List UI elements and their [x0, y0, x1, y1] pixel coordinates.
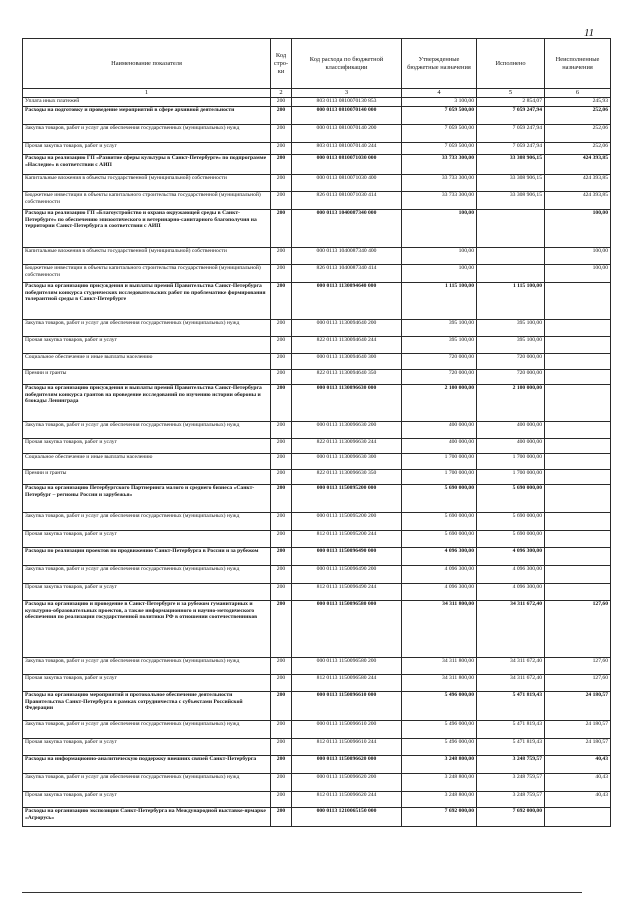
- row-name: Премии и гранты: [23, 470, 271, 485]
- row-budget-code: 812 0113 1150096610 244: [292, 739, 402, 756]
- row-executed: 33 308 906,15: [477, 192, 545, 210]
- row-line-code: 200: [271, 337, 292, 354]
- row-approved: 5 690 000,00: [402, 531, 477, 548]
- header-executed: Исполнено: [477, 39, 545, 89]
- row-remaining: [545, 584, 611, 601]
- row-budget-code: 000 0113 1150096610 000: [292, 692, 402, 721]
- row-remaining: [545, 422, 611, 439]
- row-name: Закупка товаров, работ и услуг для обеспечения государственных (муниципальных) нужд: [23, 422, 271, 439]
- row-name: Прочая закупка товаров, работ и услуг: [23, 675, 271, 692]
- table-row: [23, 385, 611, 422]
- row-executed: [477, 265, 545, 283]
- row-line-code: 200: [271, 354, 292, 370]
- row-executed: 34 311 672,40: [477, 675, 545, 692]
- row-name: Расходы на организацию присуждения и выплаты премий Правительства Санкт-Петербурга победителям конкурса студенческих исследовательских работ по проблематике формирования толерантной среды в Санкт-Петербурге: [23, 283, 271, 320]
- row-line-code: 200: [271, 601, 292, 658]
- row-executed: [477, 248, 545, 265]
- row-approved: 100,00: [402, 248, 477, 265]
- row-remaining: 127,60: [545, 658, 611, 675]
- row-budget-code: 000 0113 1150096620 200: [292, 774, 402, 792]
- row-name: Закупка товаров, работ и услуг для обеспечения государственных (муниципальных) нужд: [23, 320, 271, 337]
- row-approved: 5 496 000,00: [402, 721, 477, 739]
- table-row: [23, 210, 611, 248]
- row-approved: 4 096 300,00: [402, 548, 477, 566]
- row-budget-code: 000 0113 1130094640 300: [292, 354, 402, 370]
- row-executed: 5 471 819,43: [477, 739, 545, 756]
- row-approved: 3 100,00: [402, 98, 477, 107]
- row-executed: [477, 210, 545, 248]
- table-row: [23, 175, 611, 192]
- row-line-code: 200: [271, 248, 292, 265]
- row-budget-code: 822 0113 1130096630 350: [292, 470, 402, 485]
- row-name: Прочая закупка товаров, работ и услуг: [23, 792, 271, 808]
- row-line-code: 200: [271, 107, 292, 125]
- row-remaining: 100,00: [545, 265, 611, 283]
- table-row: [23, 513, 611, 531]
- row-budget-code: 822 0113 1130094640 350: [292, 370, 402, 385]
- row-budget-code: 822 0113 1130096630 244: [292, 439, 402, 454]
- row-remaining: 252,06: [545, 125, 611, 143]
- table-row: [23, 283, 611, 320]
- row-budget-code: 000 0113 1130094640 200: [292, 320, 402, 337]
- row-budget-code: 000 0113 1130096630 300: [292, 454, 402, 470]
- row-approved: 395 100,00: [402, 337, 477, 354]
- row-line-code: 200: [271, 692, 292, 721]
- page-number: 11: [584, 27, 595, 39]
- row-approved: 7 059 500,00: [402, 107, 477, 125]
- row-approved: 100,00: [402, 210, 477, 248]
- row-remaining: 40,43: [545, 774, 611, 792]
- row-name: Закупка товаров, работ и услуг для обеспечения государственных (муниципальных) нужд: [23, 566, 271, 584]
- row-remaining: [545, 808, 611, 827]
- row-remaining: [545, 566, 611, 584]
- row-remaining: [545, 370, 611, 385]
- row-remaining: [545, 513, 611, 531]
- row-name: Капитальные вложения в объекты государственной (муниципальной) собственности: [23, 248, 271, 265]
- row-executed: 33 308 906,15: [477, 155, 545, 175]
- row-name: Расходы на информационно-аналитическую поддержку внешних связей Санкт-Петербурга: [23, 756, 271, 774]
- row-approved: 5 496 000,00: [402, 692, 477, 721]
- row-line-code: 200: [271, 584, 292, 601]
- table-row: [23, 739, 611, 756]
- row-remaining: [545, 470, 611, 485]
- row-line-code: 200: [271, 792, 292, 808]
- table-row: [23, 756, 611, 774]
- table-row: [23, 470, 611, 485]
- column-number-row: [23, 89, 611, 98]
- row-executed: 720 000,00: [477, 370, 545, 385]
- row-executed: 5 690 000,00: [477, 485, 545, 513]
- row-executed: 2 854,07: [477, 98, 545, 107]
- row-executed: 3 248 759,57: [477, 756, 545, 774]
- header-budget-code: Код расхода по бюджетной классификации: [292, 39, 402, 89]
- row-approved: 33 733 300,00: [402, 192, 477, 210]
- row-name: Расходы на реализацию ГП «Благоустройство и охрана окружающей среды в Санкт-Петербурге» по обеспечению эпизоотического и ветеринарно-санитарного благополучия на территории Санкт-Петербурга в соответствии с АИП: [23, 210, 271, 248]
- table-row: [23, 370, 611, 385]
- row-budget-code: 000 0113 1130094640 000: [292, 283, 402, 320]
- row-executed: 7 059 247,94: [477, 125, 545, 143]
- row-remaining: 40,43: [545, 792, 611, 808]
- row-budget-code: 826 0113 0810071030 414: [292, 192, 402, 210]
- row-approved: 33 733 300,00: [402, 175, 477, 192]
- row-budget-code: 000 0113 1130096630 200: [292, 422, 402, 439]
- table-header-row: [23, 39, 611, 89]
- row-budget-code: 000 0113 1150095200 000: [292, 485, 402, 513]
- row-line-code: 200: [271, 566, 292, 584]
- row-budget-code: 822 0113 1130094640 244: [292, 337, 402, 354]
- table-row: [23, 354, 611, 370]
- row-remaining: [545, 485, 611, 513]
- row-remaining: [545, 337, 611, 354]
- row-name: Закупка товаров, работ и услуг для обеспечения государственных (муниципальных) нужд: [23, 774, 271, 792]
- row-approved: 395 100,00: [402, 320, 477, 337]
- row-budget-code: 000 0113 1150096580 000: [292, 601, 402, 658]
- row-approved: 1 115 100,00: [402, 283, 477, 320]
- column-number: 2: [271, 89, 292, 98]
- table-row: [23, 566, 611, 584]
- column-number: 1: [23, 89, 271, 98]
- row-budget-code: 000 0113 1150096490 200: [292, 566, 402, 584]
- row-budget-code: 000 0113 1150096490 000: [292, 548, 402, 566]
- row-remaining: 127,60: [545, 675, 611, 692]
- row-line-code: 200: [271, 422, 292, 439]
- row-budget-code: 000 0113 1150096580 200: [292, 658, 402, 675]
- column-number: 6: [545, 89, 611, 98]
- row-remaining: 40,43: [545, 756, 611, 774]
- row-line-code: 200: [271, 454, 292, 470]
- row-executed: 3 248 759,57: [477, 792, 545, 808]
- table-row: [23, 721, 611, 739]
- row-budget-code: 000 0113 1130096630 000: [292, 385, 402, 422]
- row-executed: 7 692 000,00: [477, 808, 545, 827]
- row-executed: 5 471 819,43: [477, 721, 545, 739]
- row-remaining: 252,06: [545, 143, 611, 155]
- table-row: [23, 692, 611, 721]
- row-remaining: 24 180,57: [545, 692, 611, 721]
- row-budget-code: 812 0113 1150096580 244: [292, 675, 402, 692]
- row-executed: 1 700 000,00: [477, 454, 545, 470]
- row-budget-code: 803 0113 0810070140 244: [292, 143, 402, 155]
- table-row: [23, 485, 611, 513]
- row-name: Капитальные вложения в объекты государственной (муниципальной) собственности: [23, 175, 271, 192]
- row-remaining: [545, 354, 611, 370]
- row-line-code: 200: [271, 675, 292, 692]
- row-remaining: [545, 548, 611, 566]
- row-executed: 7 059 247,94: [477, 107, 545, 125]
- row-line-code: 200: [271, 98, 292, 107]
- row-name: Закупка товаров, работ и услуг для обеспечения государственных (муниципальных) нужд: [23, 721, 271, 739]
- table-row: [23, 192, 611, 210]
- row-approved: 100,00: [402, 265, 477, 283]
- row-approved: 1 700 000,00: [402, 470, 477, 485]
- row-name: Расходы на реализацию ГП «Развитие сферы культуры в Санкт-Петербурге» по подпрограмме «Наследие» в соответствии с АИП: [23, 155, 271, 175]
- row-approved: 34 311 800,00: [402, 675, 477, 692]
- row-approved: 7 059 500,00: [402, 125, 477, 143]
- row-remaining: 100,00: [545, 248, 611, 265]
- row-approved: 5 690 000,00: [402, 513, 477, 531]
- page-bottom-rule: [22, 892, 582, 893]
- header-name: Наименование показателя: [23, 39, 271, 89]
- table-row: [23, 808, 611, 827]
- row-name: Прочая закупка товаров, работ и услуг: [23, 531, 271, 548]
- row-executed: 1 700 000,00: [477, 470, 545, 485]
- row-line-code: 200: [271, 155, 292, 175]
- row-executed: 400 000,00: [477, 422, 545, 439]
- row-name: Закупка товаров, работ и услуг для обеспечения государственных (муниципальных) нужд: [23, 658, 271, 675]
- row-executed: 34 311 672,40: [477, 601, 545, 658]
- row-remaining: [545, 385, 611, 422]
- row-approved: 7 059 500,00: [402, 143, 477, 155]
- row-budget-code: 803 0113 0810070130 853: [292, 98, 402, 107]
- row-executed: 4 096 300,00: [477, 566, 545, 584]
- row-remaining: 424 393,85: [545, 175, 611, 192]
- row-executed: 5 471 819,43: [477, 692, 545, 721]
- header-line-code: Код стро- ки: [271, 39, 292, 89]
- budget-execution-table: [22, 38, 611, 827]
- row-approved: 34 311 800,00: [402, 658, 477, 675]
- row-approved: 400 000,00: [402, 439, 477, 454]
- table-row: [23, 265, 611, 283]
- table-row: [23, 107, 611, 125]
- row-name: Расходы на организацию экспозиции Санкт-Петербурга на Международной выставке-ярмарке «Агрорусь»: [23, 808, 271, 827]
- row-executed: 400 000,00: [477, 439, 545, 454]
- row-budget-code: 000 0113 1150095200 200: [292, 513, 402, 531]
- table-row: [23, 439, 611, 454]
- row-budget-code: 826 0113 1040087340 414: [292, 265, 402, 283]
- row-executed: 7 059 247,94: [477, 143, 545, 155]
- row-line-code: 200: [271, 320, 292, 337]
- row-executed: 5 690 000,00: [477, 531, 545, 548]
- row-approved: 3 248 800,00: [402, 774, 477, 792]
- row-executed: 2 100 000,00: [477, 385, 545, 422]
- row-name: Бюджетные инвестиции в объекты капитального строительства государственной (муниципальной) собственности: [23, 192, 271, 210]
- row-name: Расходы на организацию Петербургского Партнеринга малого и среднего бизнеса «Санкт-Петербург – регионы России и зарубежья»: [23, 485, 271, 513]
- row-budget-code: 000 0113 1150096620 000: [292, 756, 402, 774]
- row-approved: 720 000,00: [402, 370, 477, 385]
- row-executed: 1 115 100,00: [477, 283, 545, 320]
- row-name: Уплата иных платежей: [23, 98, 271, 107]
- row-budget-code: 000 0113 0810070140 200: [292, 125, 402, 143]
- row-remaining: [545, 439, 611, 454]
- row-line-code: 200: [271, 739, 292, 756]
- column-number: 5: [477, 89, 545, 98]
- row-line-code: 200: [271, 143, 292, 155]
- row-approved: 400 000,00: [402, 422, 477, 439]
- table-row: [23, 98, 611, 107]
- column-number: 3: [292, 89, 402, 98]
- row-approved: 1 700 000,00: [402, 454, 477, 470]
- row-approved: 7 692 000,00: [402, 808, 477, 827]
- row-name: Расходы на организацию присуждения и выплаты премий Правительства Санкт-Петербурга победителям конкурса грантов на проведение исследований по изучению истории обороны и блокады Ленинграда: [23, 385, 271, 422]
- row-line-code: 200: [271, 370, 292, 385]
- row-line-code: 200: [271, 721, 292, 739]
- table-row: [23, 658, 611, 675]
- row-name: Премии и гранты: [23, 370, 271, 385]
- row-name: Социальное обеспечение и иные выплаты населению: [23, 354, 271, 370]
- table-row: [23, 774, 611, 792]
- row-line-code: 200: [271, 385, 292, 422]
- row-line-code: 200: [271, 439, 292, 454]
- row-executed: 395 100,00: [477, 337, 545, 354]
- row-name: Закупка товаров, работ и услуг для обеспечения государственных (муниципальных) нужд: [23, 513, 271, 531]
- row-remaining: 252,06: [545, 107, 611, 125]
- row-executed: 4 096 300,00: [477, 548, 545, 566]
- row-approved: 2 100 000,00: [402, 385, 477, 422]
- row-executed: 720 000,00: [477, 354, 545, 370]
- row-budget-code: 000 0113 0810070140 000: [292, 107, 402, 125]
- row-approved: 34 311 800,00: [402, 601, 477, 658]
- header-approved: Утвержденные бюджетные назначения: [402, 39, 477, 89]
- row-executed: 3 248 759,57: [477, 774, 545, 792]
- row-name: Социальное обеспечение и иные выплаты населению: [23, 454, 271, 470]
- row-budget-code: 812 0113 1150096620 244: [292, 792, 402, 808]
- row-approved: 5 690 000,00: [402, 485, 477, 513]
- row-line-code: 200: [271, 658, 292, 675]
- row-name: Закупка товаров, работ и услуг для обеспечения государственных (муниципальных) нужд: [23, 125, 271, 143]
- row-remaining: 24 180,57: [545, 721, 611, 739]
- table-row: [23, 337, 611, 354]
- row-approved: 720 000,00: [402, 354, 477, 370]
- table-row: [23, 143, 611, 155]
- row-line-code: 200: [271, 548, 292, 566]
- row-budget-code: 812 0113 1150095200 244: [292, 531, 402, 548]
- row-name: Прочая закупка товаров, работ и услуг: [23, 584, 271, 601]
- row-name: Расходы по реализации проектов по продвижению Санкт-Петербурга в России и за рубежом: [23, 548, 271, 566]
- row-approved: 4 096 300,00: [402, 584, 477, 601]
- column-number: 4: [402, 89, 477, 98]
- table-row: [23, 584, 611, 601]
- row-line-code: 200: [271, 192, 292, 210]
- row-remaining: 245,93: [545, 98, 611, 107]
- table-row: [23, 675, 611, 692]
- row-executed: 395 100,00: [477, 320, 545, 337]
- row-name: Прочая закупка товаров, работ и услуг: [23, 739, 271, 756]
- row-line-code: 200: [271, 210, 292, 248]
- row-name: Прочая закупка товаров, работ и услуг: [23, 143, 271, 155]
- row-remaining: [545, 283, 611, 320]
- row-budget-code: 000 0113 1210065150 000: [292, 808, 402, 827]
- table-row: [23, 792, 611, 808]
- row-line-code: 200: [271, 485, 292, 513]
- row-approved: 3 248 800,00: [402, 756, 477, 774]
- row-approved: 4 096 300,00: [402, 566, 477, 584]
- row-name: Расходы на организацию мероприятий и протокольное обеспечение деятельности Правительства Санкт-Петербурга в рамках сотрудничества с субъектами Российской Федерации: [23, 692, 271, 721]
- row-remaining: 100,00: [545, 210, 611, 248]
- table-row: [23, 422, 611, 439]
- row-line-code: 200: [271, 756, 292, 774]
- row-executed: 5 690 000,00: [477, 513, 545, 531]
- row-line-code: 200: [271, 283, 292, 320]
- row-approved: 5 496 000,00: [402, 739, 477, 756]
- row-line-code: 200: [271, 774, 292, 792]
- row-budget-code: 812 0113 1150096490 244: [292, 584, 402, 601]
- row-name: Расходы на организацию и проведение в Санкт-Петербурге и за рубежом гуманитарных и культурно-образовательных проектов, а также информационного и научно-методического обеспечения по реализации государственной политики РФ в отношении соотечественников: [23, 601, 271, 658]
- row-remaining: 24 180,57: [545, 739, 611, 756]
- row-remaining: 127,60: [545, 601, 611, 658]
- table-row: [23, 320, 611, 337]
- row-budget-code: 000 0113 0810071030 400: [292, 175, 402, 192]
- row-approved: 3 248 800,00: [402, 792, 477, 808]
- row-line-code: 200: [271, 808, 292, 827]
- row-budget-code: 000 0113 1150096610 200: [292, 721, 402, 739]
- table-body: [23, 98, 611, 827]
- row-budget-code: 000 0113 1040087340 000: [292, 210, 402, 248]
- row-line-code: 200: [271, 125, 292, 143]
- header-remaining: Неисполненные назначения: [545, 39, 611, 89]
- row-line-code: 200: [271, 175, 292, 192]
- row-line-code: 200: [271, 265, 292, 283]
- row-remaining: [545, 531, 611, 548]
- table-row: [23, 531, 611, 548]
- row-executed: 4 096 300,00: [477, 584, 545, 601]
- table-row: [23, 454, 611, 470]
- row-approved: 33 733 300,00: [402, 155, 477, 175]
- row-name: Прочая закупка товаров, работ и услуг: [23, 439, 271, 454]
- row-name: Прочая закупка товаров, работ и услуг: [23, 337, 271, 354]
- row-remaining: [545, 454, 611, 470]
- table-row: [23, 155, 611, 175]
- table-row: [23, 248, 611, 265]
- row-executed: 33 308 906,15: [477, 175, 545, 192]
- row-remaining: 424 393,85: [545, 155, 611, 175]
- row-remaining: 424 393,85: [545, 192, 611, 210]
- row-executed: 34 311 672,40: [477, 658, 545, 675]
- row-line-code: 200: [271, 470, 292, 485]
- table-row: [23, 125, 611, 143]
- row-budget-code: 000 0113 1040087340 400: [292, 248, 402, 265]
- row-budget-code: 000 0113 0810071030 000: [292, 155, 402, 175]
- row-line-code: 200: [271, 531, 292, 548]
- row-remaining: [545, 320, 611, 337]
- row-name: Расходы на подготовку и проведение мероприятий в сфере архивной деятельности: [23, 107, 271, 125]
- row-name: Бюджетные инвестиции в объекты капитального строительства государственной (муниципальной) собственности: [23, 265, 271, 283]
- row-line-code: 200: [271, 513, 292, 531]
- table-row: [23, 548, 611, 566]
- table-row: [23, 601, 611, 658]
